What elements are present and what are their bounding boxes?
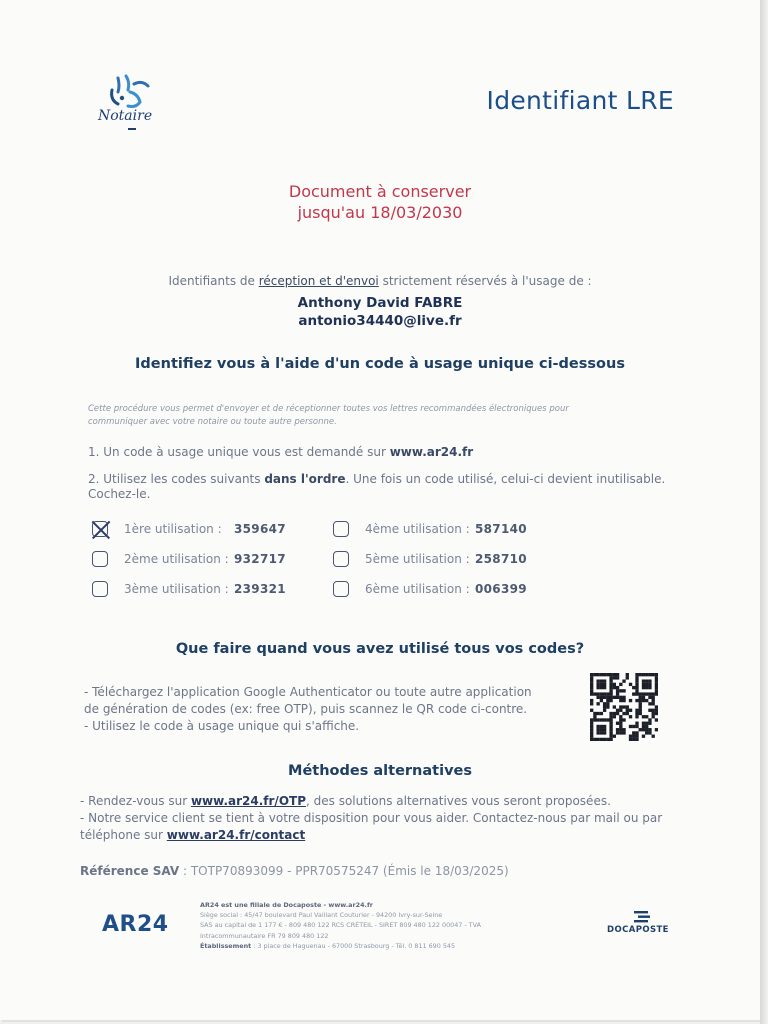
code-row-2	[92, 549, 286, 569]
code-label-3: 3ème utilisation :	[124, 582, 229, 596]
intro-text: Identifiants de réception et d'envoi strictement réservés à l'usage de :	[168, 274, 592, 288]
company-details: AR24 est une filiale de Docaposte - www.ar24.fr Siège social : 45/47 boulevard Paul Vaillant Couturier - 94200 Ivry-sur-Seine SAS au capital de 1 177 € - 809 480 122 RCS CRÉTEIL - SIRET 809 480 122 00047 - TVA intracommunautaire FR 79 809 480 122 Établissement : 3 place de Haguenau - 67000 Strasbourg - Tél. 0 811 690 545	[200, 901, 481, 950]
ar24-logo: AR24	[102, 912, 169, 937]
code-row-3	[92, 579, 286, 599]
ar24-link[interactable]: www.ar24.fr	[389, 445, 474, 459]
code-row-6	[333, 579, 527, 599]
identify-heading: Identifiez vous à l'aide d'un code à usage unique ci-dessous	[135, 356, 625, 372]
page-title: Identifiant LRE	[486, 86, 674, 115]
code-row-1	[92, 519, 286, 539]
code-value-3: 239321	[234, 582, 286, 596]
scan-edge	[760, 0, 768, 1024]
alternatives-heading: Méthodes alternatives	[288, 763, 472, 779]
code-value-4: 587140	[475, 522, 527, 536]
qr-code-icon	[590, 673, 658, 741]
code-value-2: 932717	[234, 552, 286, 566]
holder-name: Anthony David FABRE	[297, 295, 463, 311]
step-2: 2. Utilisez les codes suivants dans l'ordre. Une fois un code utilisé, celui-ci devient inutilisable. Cochez-le.	[88, 472, 666, 501]
code-value-5: 258710	[475, 552, 527, 566]
code-label-6: 6ème utilisation :	[365, 582, 470, 596]
code-label-1: 1ère utilisation :	[124, 522, 222, 536]
docaposte-logo-icon	[630, 910, 654, 926]
reference-sav: Référence SAV : TOTP70893099 - PPR70575247 (Émis le 18/03/2025)	[80, 864, 509, 878]
intro-highlight: réception et d'envoi	[258, 274, 379, 288]
alternatives-list: - Rendez-vous sur www.ar24.fr/OTP, des solutions alternatives vous seront proposées. - Notre service client se tient à votre disposition pour vous aider. Contactez-nous par mail ou par téléphone sur www.ar24.fr/contact	[80, 794, 663, 842]
step-1: 1. Un code à usage unique vous est demandé sur www.ar24.fr	[88, 445, 474, 459]
code-label-4: 4ème utilisation :	[365, 522, 470, 536]
code-checkbox-4[interactable]	[333, 521, 349, 537]
code-row-5	[333, 549, 527, 569]
after-codes-heading: Que faire quand vous avez utilisé tous vos codes?	[175, 641, 585, 657]
code-row-4	[333, 519, 527, 539]
code-label-5: 5ème utilisation :	[365, 552, 470, 566]
keep-notice-line1: Document à conserver	[288, 182, 472, 201]
logo-underline	[128, 128, 136, 130]
otp-link[interactable]: www.ar24.fr/OTP	[190, 794, 306, 808]
code-value-1: 359647	[234, 522, 286, 536]
docaposte-logo-text: DOCAPOSTE	[607, 925, 669, 935]
code-value-6: 006399	[475, 582, 527, 596]
after-codes-instructions: - Téléchargez l'application Google Authenticator ou toute autre application de génération de codes (ex: free OTP), puis scannez le QR code ci-contre. - Utilisez le code à usage unique qui s'affiche.	[84, 685, 532, 733]
code-checkbox-1[interactable]	[92, 521, 108, 537]
logo-text: Notaire	[98, 108, 153, 124]
code-label-2: 2ème utilisation :	[124, 552, 229, 566]
contact-link[interactable]: www.ar24.fr/contact	[166, 828, 306, 842]
code-checkbox-5[interactable]	[333, 551, 349, 567]
code-checkbox-2[interactable]	[92, 551, 108, 567]
code-checkbox-3[interactable]	[92, 581, 108, 597]
procedure-note: Cette procédure vous permet d'envoyer et de réceptionner toutes vos lettres recommandées électroniques pour communiquer avec votre notaire ou toute autre personne.	[88, 404, 569, 427]
keep-notice-line2: jusqu'au 18/03/2030	[297, 203, 463, 222]
holder-email: antonio34440@live.fr	[298, 313, 462, 329]
code-checkbox-6[interactable]	[333, 581, 349, 597]
